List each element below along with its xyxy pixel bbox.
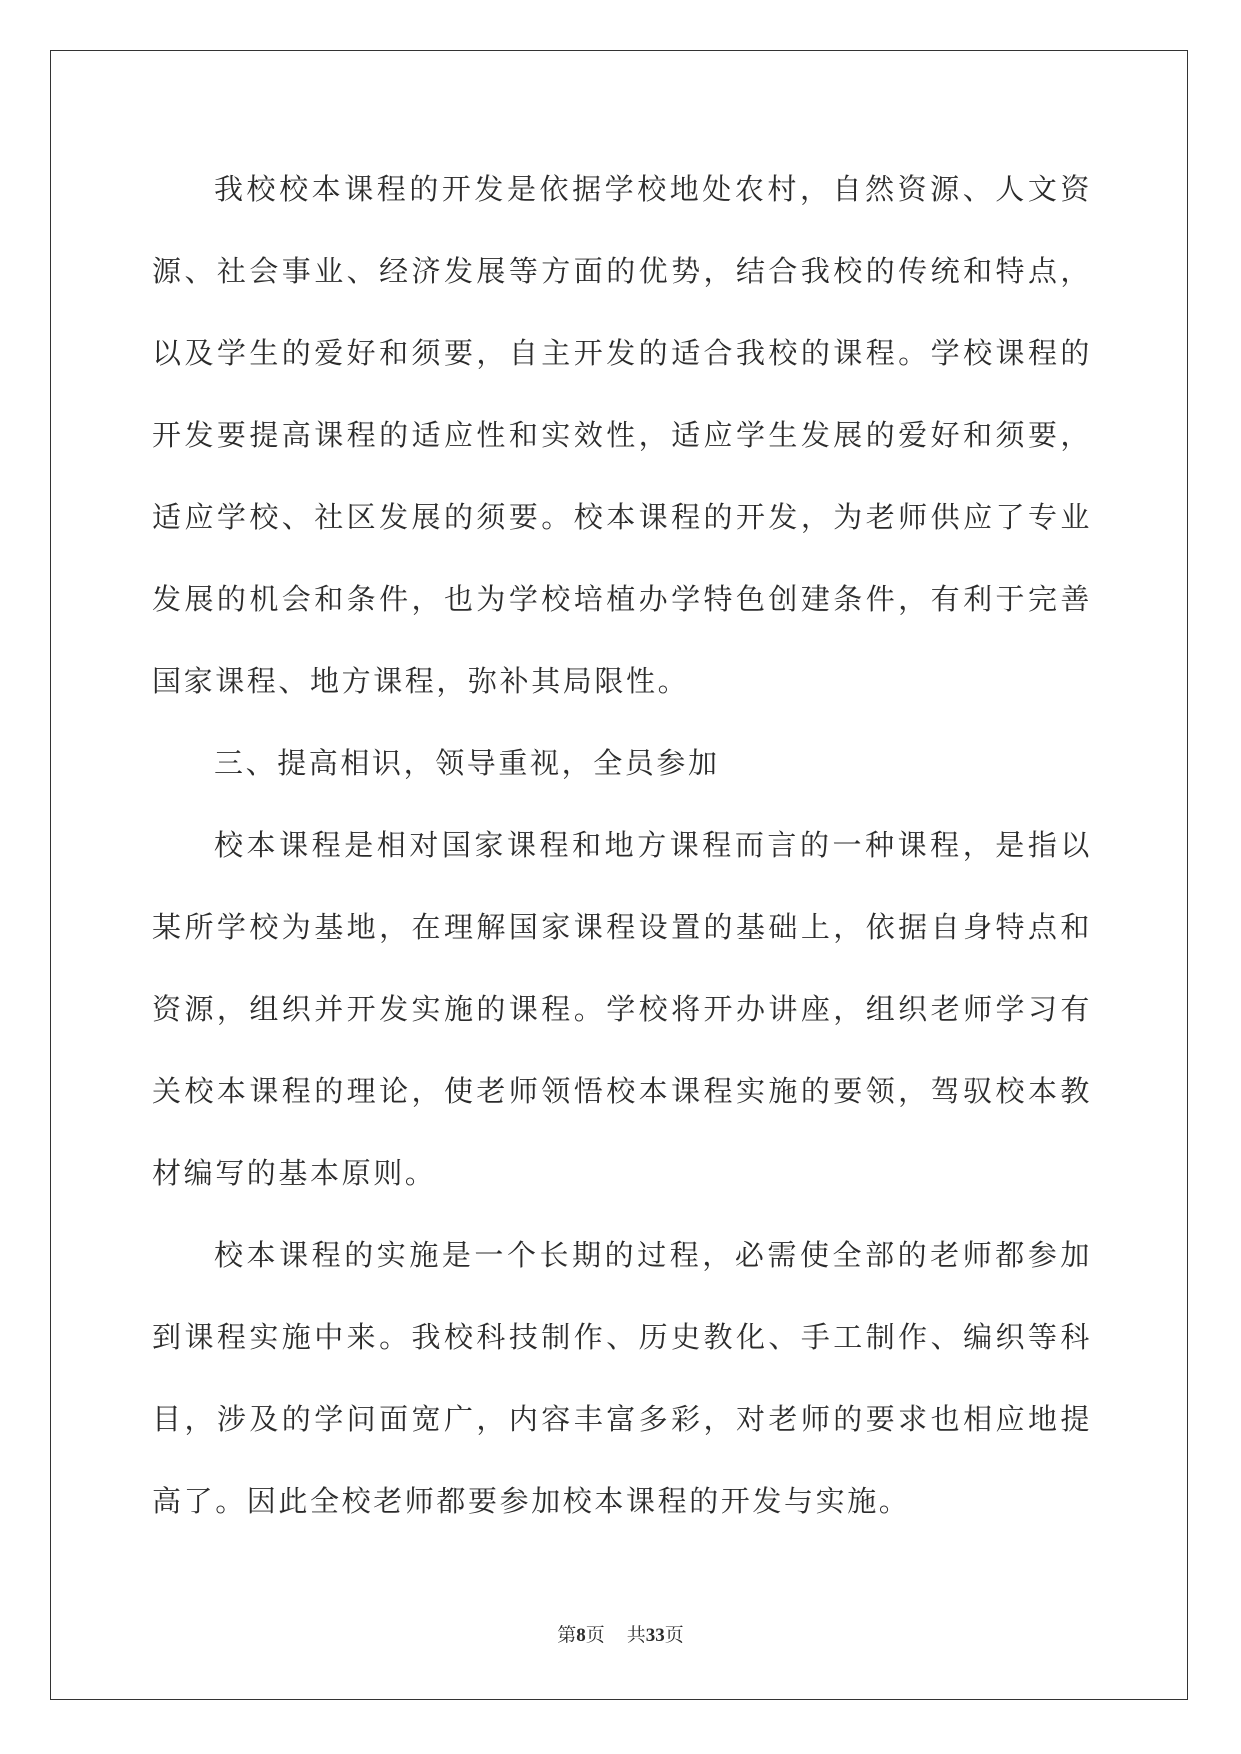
page-footer — [0, 1620, 1241, 1647]
page-suffix: 页 — [585, 1624, 605, 1646]
document-body — [152, 148, 1092, 1542]
page-number: 8 — [576, 1625, 586, 1646]
total-suffix: 页 — [664, 1624, 684, 1646]
paragraph: 校本课程的实施是一个长期的过程，必需使全部的老师都参加到课程实施中来。我校科技制作、历史教化、手工制作、编织等科目，涉及的学问面宽广，内容丰富多彩，对老师的要求也相应地提高了。因此全校老师都要参加校本课程的开发与实施。 — [152, 1238, 1092, 1518]
section-heading: 三、提高相识，领导重视，全员参加 — [214, 746, 720, 780]
total-pages: 33 — [645, 1625, 665, 1646]
paragraph: 我校校本课程的开发是依据学校地处农村，自然资源、人文资源、社会事业、经济发展等方面的优势，结合我校的传统和特点，以及学生的爱好和须要，自主开发的适合我校的课程。学校课程的开发要提高课程的适应性和实效性，适应学生发展的爱好和须要，适应学校、社区发展的须要。校本课程的开发，为老师供应了专业发展的机会和条件，也为学校培植办学特色创建条件，有利于完善国家课程、地方课程，弥补其局限性。 — [152, 172, 1092, 698]
paragraph: 校本课程是相对国家课程和地方课程而言的一种课程，是指以某所学校为基地，在理解国家课程设置的基础上，依据自身特点和资源，组织并开发实施的课程。学校将开办讲座，组织老师学习有关校本课程的理论，使老师领悟校本课程实施的要领，驾驭校本教材编写的基本原则。 — [152, 828, 1092, 1190]
page-prefix: 第 — [557, 1624, 577, 1646]
total-prefix: 共 — [626, 1624, 646, 1646]
